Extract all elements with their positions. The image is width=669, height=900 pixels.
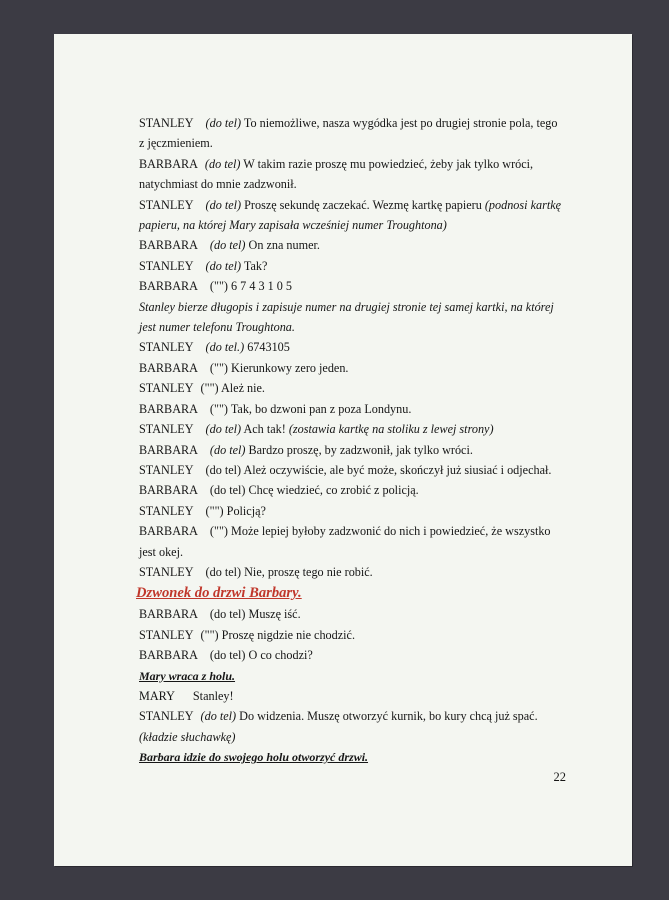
stage-direction: (do tel) bbox=[205, 197, 242, 212]
stage-action: Mary wraca z holu. bbox=[139, 668, 236, 683]
speaker-name: STANLEY bbox=[139, 340, 194, 355]
dialogue-text: ("") Ależ nie. bbox=[200, 381, 265, 396]
speaker-name: BARBARA bbox=[139, 483, 198, 498]
script-line bbox=[139, 501, 559, 521]
script-line bbox=[139, 297, 559, 317]
script-line bbox=[139, 235, 559, 255]
speaker-name: STANLEY bbox=[139, 503, 194, 518]
stage-direction: (do tel) bbox=[209, 238, 246, 253]
dialogue-text: z jęczmieniem. bbox=[139, 136, 213, 151]
dialogue-text: (do tel) Nie, proszę tego nie robić. bbox=[205, 564, 373, 579]
script-content bbox=[136, 113, 562, 768]
dialogue-text: ("") Policją? bbox=[205, 503, 266, 518]
script-line bbox=[139, 195, 562, 215]
script-line bbox=[139, 133, 559, 153]
speaker-name: STANLEY bbox=[139, 197, 194, 212]
dialogue-text: (do tel) Muszę iść. bbox=[209, 607, 301, 622]
stage-direction: (zostawia kartkę na stoliku z lewej strony) bbox=[288, 422, 494, 437]
speaker-name: BARBARA bbox=[139, 360, 198, 375]
script-line bbox=[139, 378, 559, 398]
script-line bbox=[139, 727, 559, 747]
script-line bbox=[139, 604, 559, 624]
dialogue-text: ("") 6 7 4 3 1 0 5 bbox=[209, 279, 292, 294]
speaker-name: STANLEY bbox=[139, 258, 194, 273]
speaker-name: BARBARA bbox=[139, 524, 198, 539]
page-number: 22 bbox=[553, 770, 566, 784]
speaker-name: STANLEY bbox=[139, 627, 194, 642]
stage-action: Barbara idzie do swojego holu otworzyć drzwi. bbox=[139, 750, 369, 765]
dialogue-text: Ach tak! bbox=[243, 422, 286, 437]
script-line bbox=[139, 419, 559, 439]
script-line bbox=[139, 686, 559, 706]
scene-heading: Dzwonek do drzwi Barbary. bbox=[136, 585, 302, 602]
speaker-name: STANLEY bbox=[139, 422, 194, 437]
stage-direction: (do tel) bbox=[205, 258, 242, 273]
dialogue-text: ("") Może lepiej byłoby zadzwonić do nich i powiedzieć, że wszystko bbox=[209, 524, 551, 539]
script-line bbox=[139, 256, 559, 276]
script-line bbox=[139, 625, 559, 645]
script-line bbox=[139, 440, 559, 460]
dialogue-text: 6743105 bbox=[247, 340, 290, 355]
script-line bbox=[139, 113, 559, 133]
speaker-name: BARBARA bbox=[139, 156, 198, 171]
script-line bbox=[139, 317, 559, 337]
dialogue-text: On zna numer. bbox=[248, 238, 320, 253]
dialogue-text: jest okej. bbox=[139, 544, 184, 559]
speaker-name: STANLEY bbox=[139, 709, 194, 724]
dialogue-text: (do tel) Ależ oczywiście, ale być może, skończył już siusiać i odjechał. bbox=[205, 462, 552, 477]
dialogue-text: (do tel) Chcę wiedzieć, co zrobić z policją. bbox=[209, 483, 419, 498]
stage-direction: (podnosi kartkę bbox=[484, 197, 562, 212]
speaker-name: STANLEY bbox=[139, 564, 194, 579]
dialogue-text: ("") Kierunkowy zero jeden. bbox=[209, 360, 349, 375]
script-line bbox=[139, 480, 559, 500]
dialogue-text: Bardzo proszę, by zadzwonił, jak tylko wróci. bbox=[248, 442, 473, 457]
speaker-name: BARBARA bbox=[139, 238, 198, 253]
script-line bbox=[139, 542, 559, 562]
script-line bbox=[139, 358, 559, 378]
script-line bbox=[139, 276, 559, 296]
dialogue-text: ("") Tak, bo dzwoni pan z poza Londynu. bbox=[209, 401, 412, 416]
stage-direction: (do tel) bbox=[205, 422, 242, 437]
speaker-name: BARBARA bbox=[139, 279, 198, 294]
script-line bbox=[139, 666, 559, 686]
script-line bbox=[139, 399, 559, 419]
dialogue-text: Proszę sekundę zaczekać. Wezmę kartkę papieru bbox=[244, 197, 482, 212]
speaker-name: STANLEY bbox=[139, 116, 194, 130]
speaker-name: STANLEY bbox=[139, 381, 194, 396]
dialogue-text: Do widzenia. Muszę otworzyć kurnik, bo kury chcą już spać. bbox=[239, 709, 538, 724]
stage-direction: (kładzie słuchawkę) bbox=[139, 729, 236, 744]
dialogue-text: (do tel) O co chodzi? bbox=[209, 648, 313, 663]
stage-direction: jest numer telefonu Troughtona. bbox=[139, 320, 295, 335]
dialogue-text: natychmiast do mnie zadzwonił. bbox=[139, 177, 297, 192]
stage-direction: (do tel.) bbox=[205, 340, 245, 355]
speaker-name: STANLEY bbox=[139, 462, 194, 477]
stage-direction: (do tel) bbox=[209, 442, 246, 457]
script-line bbox=[139, 562, 559, 582]
script-line bbox=[139, 645, 559, 665]
speaker-name: BARBARA bbox=[139, 401, 198, 416]
stage-direction: papieru, na której Mary zapisała wcześniej numer Troughtona) bbox=[139, 218, 447, 233]
dialogue-text: Stanley! bbox=[192, 688, 234, 703]
script-line bbox=[139, 706, 559, 726]
script-line bbox=[139, 215, 559, 235]
script-line bbox=[139, 154, 559, 174]
script-line bbox=[139, 460, 559, 480]
stage-direction: (do tel) bbox=[204, 156, 241, 171]
speaker-name: BARBARA bbox=[139, 442, 198, 457]
dialogue-text: ("") Proszę nigdzie nie chodzić. bbox=[200, 627, 355, 642]
script-line bbox=[139, 174, 559, 194]
speaker-name: BARBARA bbox=[139, 648, 198, 663]
dialogue-text: To niemożliwe, nasza wygódka jest po drugiej stronie pola, tego bbox=[243, 116, 558, 130]
script-page bbox=[54, 34, 632, 866]
dialogue-text: Tak? bbox=[243, 258, 268, 273]
script-line bbox=[139, 521, 559, 541]
stage-direction: (do tel) bbox=[205, 116, 242, 130]
stage-direction: Stanley bierze długopis i zapisuje numer na drugiej stronie tej samej kartki, na której bbox=[139, 299, 554, 314]
stage-direction: (do tel) bbox=[200, 709, 237, 724]
speaker-name: BARBARA bbox=[139, 607, 198, 622]
script-line bbox=[139, 747, 559, 767]
script-line bbox=[139, 337, 559, 357]
speaker-name: MARY bbox=[139, 688, 175, 703]
dialogue-text: W takim razie proszę mu powiedzieć, żeby jak tylko wróci, bbox=[243, 156, 534, 171]
